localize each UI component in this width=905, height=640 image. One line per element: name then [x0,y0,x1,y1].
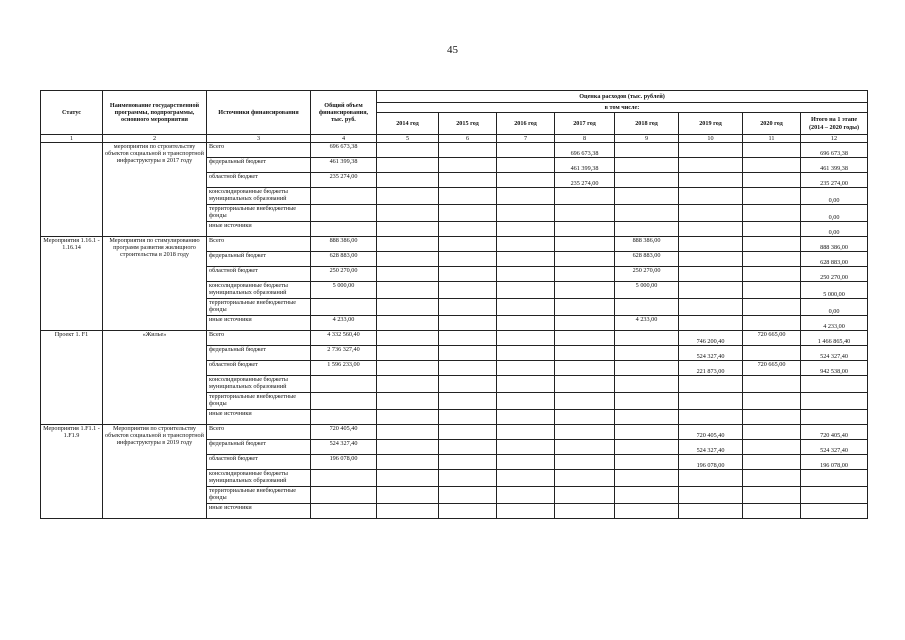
year-value [679,143,743,158]
funding-source: федеральный бюджет [207,346,311,361]
year-value [377,188,439,205]
year-value [439,188,497,205]
year-value [377,376,439,393]
year-value [377,393,439,410]
column-number: 10 [679,135,743,143]
year-value [377,316,439,331]
stage-total-value [801,393,868,410]
year-value [497,410,555,425]
year-value [615,188,679,205]
year-value [615,346,679,361]
year-value [377,267,439,282]
year-value: 720 405,40 [679,425,743,440]
year-value [497,316,555,331]
year-value [615,331,679,346]
column-number: 6 [439,135,497,143]
year-value [679,393,743,410]
funding-source: иные источники [207,316,311,331]
year-value [555,346,615,361]
year-value [555,205,615,222]
stage-total-value: 235 274,00 [801,173,868,188]
funding-source: иные источники [207,410,311,425]
year-value [615,143,679,158]
stage-total-value: 0,00 [801,222,868,237]
total-value [311,188,377,205]
funding-source: территориальные внебюджетные фонды [207,487,311,504]
year-value [377,455,439,470]
year-value [743,410,801,425]
year-value [439,331,497,346]
funding-source: иные источники [207,222,311,237]
total-value: 196 078,00 [311,455,377,470]
header-year: 2015 год [439,113,497,135]
funding-source: территориальные внебюджетные фонды [207,299,311,316]
block-status: Мероприятия 1.F1.1 - 1.F1.9 [41,425,103,519]
year-value [615,470,679,487]
year-value [555,299,615,316]
total-value [311,222,377,237]
year-value: 196 078,00 [679,455,743,470]
year-value [679,252,743,267]
year-value [439,252,497,267]
column-number: 8 [555,135,615,143]
year-value [615,205,679,222]
year-value [743,470,801,487]
year-value [743,316,801,331]
year-value [743,188,801,205]
year-value [439,237,497,252]
stage-total-value: 0,00 [801,205,868,222]
year-value [555,376,615,393]
total-value: 461 399,38 [311,158,377,173]
year-value [439,205,497,222]
year-value [377,346,439,361]
total-value [311,410,377,425]
stage-total-value: 0,00 [801,188,868,205]
stage-total-value: 196 078,00 [801,455,868,470]
year-value [679,222,743,237]
block-name: «Жилье» [103,331,207,425]
year-value [497,205,555,222]
block-status: Мероприятия 1.16.1 - 1.16.14 [41,237,103,331]
year-value [679,205,743,222]
stage-total-value: 0,00 [801,299,868,316]
stage-total-value: 942 538,00 [801,361,868,376]
year-value [497,173,555,188]
year-value [555,470,615,487]
stage-total-value: 5 000,00 [801,282,868,299]
total-value: 628 883,00 [311,252,377,267]
funding-source: Всего [207,237,311,252]
block-status: Проект 1. F1 [41,331,103,425]
total-value [311,470,377,487]
year-value [497,346,555,361]
year-value [497,267,555,282]
year-value [555,504,615,519]
total-value [311,504,377,519]
year-value [497,487,555,504]
year-value [497,299,555,316]
column-number: 11 [743,135,801,143]
year-value [439,316,497,331]
year-value [439,267,497,282]
year-value [615,361,679,376]
year-value [377,361,439,376]
year-value [555,425,615,440]
stage-total-value: 1 466 865,40 [801,331,868,346]
total-value: 4 332 560,40 [311,331,377,346]
year-value [555,188,615,205]
financing-table [40,90,868,519]
year-value [377,205,439,222]
year-value [497,376,555,393]
year-value [555,410,615,425]
year-value [743,487,801,504]
table-header [41,91,868,143]
year-value: 524 327,40 [679,440,743,455]
stage-total-value: 888 386,00 [801,237,868,252]
year-value [615,455,679,470]
year-value [555,487,615,504]
year-value [679,316,743,331]
stage-total-value: 4 233,00 [801,316,868,331]
year-value: 746 200,40 [679,331,743,346]
total-value: 235 274,00 [311,173,377,188]
header-year: 2017 год [555,113,615,135]
year-value [497,188,555,205]
year-value [679,504,743,519]
stage-total-value [801,504,868,519]
year-value [743,158,801,173]
total-value [311,205,377,222]
year-value [439,346,497,361]
total-value: 4 233,00 [311,316,377,331]
header-including: в том числе: [377,103,868,113]
year-value [439,504,497,519]
year-value [377,487,439,504]
year-value [555,237,615,252]
total-value: 1 596 233,00 [311,361,377,376]
total-value: 720 405,40 [311,425,377,440]
funding-source: областной бюджет [207,173,311,188]
year-value [555,222,615,237]
stage-total-value [801,470,868,487]
year-value [679,299,743,316]
stage-total-value [801,410,868,425]
header-total: Общий объем финансирования, тыс. руб. [311,91,377,135]
year-value [743,455,801,470]
table-row [41,143,868,158]
column-number: 1 [41,135,103,143]
year-value [615,376,679,393]
year-value [743,237,801,252]
header-stage-total: Итого на 1 этапе (2014 – 2020 годы) [801,113,868,135]
year-value [439,487,497,504]
year-value [439,425,497,440]
stage-total-value: 628 883,00 [801,252,868,267]
funding-source: консолидированные бюджеты муниципальных образований [207,188,311,205]
stage-total-value [801,487,868,504]
year-value [615,410,679,425]
total-value [311,299,377,316]
year-value [679,282,743,299]
year-value [555,316,615,331]
year-value: 250 270,00 [615,267,679,282]
year-value [497,440,555,455]
year-value [497,331,555,346]
year-value: 524 327,40 [679,346,743,361]
funding-source: консолидированные бюджеты муниципальных образований [207,470,311,487]
total-value: 888 386,00 [311,237,377,252]
year-value: 5 000,00 [615,282,679,299]
year-value [377,425,439,440]
year-value [497,222,555,237]
column-number: 5 [377,135,439,143]
block-status [41,143,103,237]
year-value [555,252,615,267]
year-value [679,188,743,205]
total-value: 250 270,00 [311,267,377,282]
stage-total-value [801,376,868,393]
year-value [743,143,801,158]
column-number: 9 [615,135,679,143]
year-value [439,158,497,173]
table-row [41,425,868,440]
year-value [377,282,439,299]
year-value [615,173,679,188]
year-value [615,299,679,316]
year-value [743,173,801,188]
year-value [615,393,679,410]
total-value: 2 736 327,40 [311,346,377,361]
total-value: 696 673,38 [311,143,377,158]
year-value [439,222,497,237]
year-value [377,222,439,237]
year-value [679,237,743,252]
year-value [497,361,555,376]
year-value [743,376,801,393]
year-value [377,252,439,267]
year-value [439,361,497,376]
year-value [743,346,801,361]
year-value: 628 883,00 [615,252,679,267]
year-value [497,470,555,487]
total-value: 5 000,00 [311,282,377,299]
year-value: 720 665,00 [743,361,801,376]
stage-total-value: 524 327,40 [801,346,868,361]
year-value [497,252,555,267]
table-body [41,143,868,519]
funding-source: консолидированные бюджеты муниципальных образований [207,282,311,299]
year-value [679,487,743,504]
year-value [743,299,801,316]
year-value [679,158,743,173]
year-value [679,376,743,393]
year-value [497,158,555,173]
header-source: Источники финансирования [207,91,311,135]
table-row [41,331,868,346]
header-year: 2014 год [377,113,439,135]
year-value [439,282,497,299]
year-value [555,267,615,282]
year-value [679,470,743,487]
year-value [497,237,555,252]
year-value [615,222,679,237]
year-value [439,440,497,455]
funding-source: Всего [207,143,311,158]
year-value [743,425,801,440]
year-value: 720 665,00 [743,331,801,346]
column-number: 7 [497,135,555,143]
year-value [497,455,555,470]
year-value [615,158,679,173]
year-value [439,376,497,393]
year-value: 4 233,00 [615,316,679,331]
year-value [497,393,555,410]
year-value [377,173,439,188]
funding-source: Всего [207,425,311,440]
block-name: мероприятия по строительству объектов социальной и транспортной инфраструктуры в 2017 году [103,143,207,237]
total-value [311,393,377,410]
year-value [439,470,497,487]
header-estimate: Оценка расходов (тыс. рублей) [377,91,868,103]
stage-total-value: 461 399,38 [801,158,868,173]
funding-source: территориальные внебюджетные фонды [207,393,311,410]
funding-source: консолидированные бюджеты муниципальных образований [207,376,311,393]
year-value [743,252,801,267]
year-value [743,393,801,410]
year-value [555,455,615,470]
year-value: 888 386,00 [615,237,679,252]
year-value: 696 673,38 [555,143,615,158]
column-number: 2 [103,135,207,143]
funding-source: областной бюджет [207,455,311,470]
year-value [439,455,497,470]
funding-source: федеральный бюджет [207,440,311,455]
year-value [497,282,555,299]
year-value [555,393,615,410]
year-value [615,504,679,519]
stage-total-value: 696 673,38 [801,143,868,158]
year-value [615,487,679,504]
header-status: Статус [41,91,103,135]
block-name: Мероприятия по строительству объектов социальной и транспортной инфраструктуры в 2019 году [103,425,207,519]
year-value [377,237,439,252]
funding-source: иные источники [207,504,311,519]
column-number: 12 [801,135,868,143]
total-value [311,376,377,393]
year-value [743,282,801,299]
year-value [679,410,743,425]
year-value [377,299,439,316]
year-value [679,267,743,282]
year-value [377,331,439,346]
header-year: 2019 год [679,113,743,135]
year-value [615,440,679,455]
stage-total-value: 250 270,00 [801,267,868,282]
year-value [377,158,439,173]
year-value: 461 399,38 [555,158,615,173]
funding-source: Всего [207,331,311,346]
year-value [497,504,555,519]
year-value [555,282,615,299]
year-value [377,410,439,425]
year-value [555,440,615,455]
year-value [743,440,801,455]
column-numbers-row [41,135,868,143]
year-value [679,173,743,188]
year-value [377,504,439,519]
year-value [555,331,615,346]
header-year: 2018 год [615,113,679,135]
year-value [439,299,497,316]
year-value [439,410,497,425]
year-value: 221 873,00 [679,361,743,376]
year-value [439,173,497,188]
year-value [743,267,801,282]
total-value [311,487,377,504]
year-value [743,504,801,519]
funding-source: федеральный бюджет [207,252,311,267]
year-value [555,361,615,376]
header-year: 2016 год [497,113,555,135]
funding-source: территориальные внебюджетные фонды [207,205,311,222]
year-value [439,143,497,158]
year-value: 235 274,00 [555,173,615,188]
column-number: 4 [311,135,377,143]
year-value [497,143,555,158]
header-name: Наименование государственной программы, подпрограммы, основного мероприятия [103,91,207,135]
year-value [497,425,555,440]
total-value: 524 327,40 [311,440,377,455]
year-value [377,143,439,158]
funding-source: федеральный бюджет [207,158,311,173]
column-number: 3 [207,135,311,143]
year-value [439,393,497,410]
block-name: Мероприятия по стимулированию программ развития жилищного строительства в 2018 году [103,237,207,331]
funding-source: областной бюджет [207,361,311,376]
stage-total-value: 720 405,40 [801,425,868,440]
year-value [743,205,801,222]
year-value [743,222,801,237]
year-value [615,425,679,440]
table-row [41,237,868,252]
header-year: 2020 год [743,113,801,135]
year-value [377,440,439,455]
funding-source: областной бюджет [207,267,311,282]
stage-total-value: 524 327,40 [801,440,868,455]
year-value [377,470,439,487]
page-number: 45 [447,44,458,56]
